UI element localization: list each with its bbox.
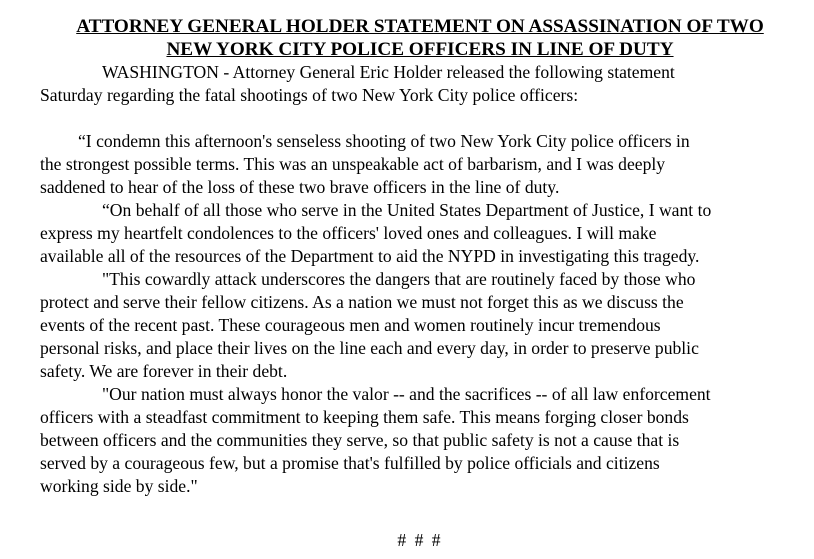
paragraph-line: officers with a steadfast commitment to keeping them safe. This means forging closer bonds	[40, 407, 689, 427]
paragraph-line: saddened to hear of the loss of these two brave officers in the line of duty.	[40, 177, 560, 197]
intro-paragraph	[40, 61, 800, 107]
paragraph-line: “On behalf of all those who serve in the United States Department of Justice, I want to	[102, 200, 712, 220]
paragraph-spacer	[40, 107, 800, 130]
paragraph-line: available all of the resources of the Department to aid the NYPD in investigating this tragedy.	[40, 246, 700, 266]
title-line: ATTORNEY GENERAL HOLDER STATEMENT ON ASSASSINATION OF TWO	[76, 16, 764, 37]
paragraph-line: between officers and the communities they serve, so that public safety is not a cause that is	[40, 430, 680, 450]
intro-line: WASHINGTON - Attorney General Eric Holder released the following statement	[102, 62, 675, 82]
paragraph-line: "Our nation must always honor the valor -- and the sacrifices -- of all law enforcement	[102, 384, 711, 404]
paragraph-line: express my heartfelt condolences to the officers' loved ones and colleagues. I will make	[40, 223, 657, 243]
statement-paragraph-3	[40, 268, 800, 383]
paragraph-line: "This cowardly attack underscores the dangers that are routinely faced by those who	[102, 269, 696, 289]
paragraph-line: “I condemn this afternoon's senseless shooting of two New York City police officers in	[78, 131, 690, 151]
paragraph-line: protect and serve their fellow citizens. As a nation we must not forget this as we discuss the	[40, 292, 684, 312]
paragraph-line: working side by side."	[40, 476, 198, 496]
paragraph-line: safety. We are forever in their debt.	[40, 361, 288, 381]
document-title	[40, 15, 800, 61]
paragraph-line: events of the recent past. These courageous men and women routinely incur tremendous	[40, 315, 661, 335]
title-line: NEW YORK CITY POLICE OFFICERS IN LINE OF DUTY	[166, 39, 674, 60]
press-release-document	[40, 15, 800, 552]
statement-paragraph-1	[40, 130, 800, 199]
paragraph-line: served by a courageous few, but a promise that's fulfilled by police officials and citizens	[40, 453, 660, 473]
intro-line: Saturday regarding the fatal shootings of two New York City police officers:	[40, 85, 579, 105]
paragraph-line: personal risks, and place their lives on the line each and every day, in order to preserve public	[40, 338, 699, 358]
statement-paragraph-4	[40, 383, 800, 498]
paragraph-line: the strongest possible terms. This was an unspeakable act of barbarism, and I was deeply	[40, 154, 666, 174]
statement-paragraph-2	[40, 199, 800, 268]
end-of-release-mark: # # #	[397, 530, 443, 550]
